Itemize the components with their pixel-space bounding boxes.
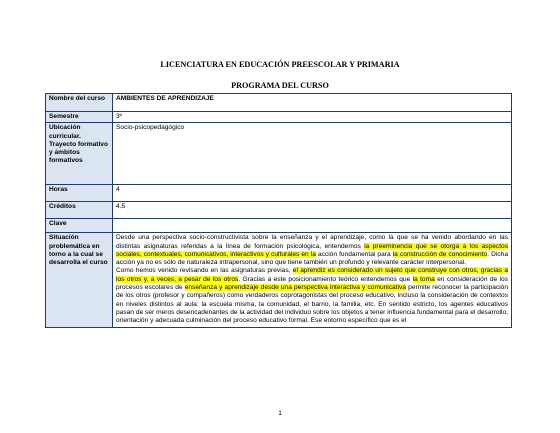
highlighted-text: la preeminencia que se otorga a los aspectos sociales, contextuales, comunicativos, interactivos y culturales en la: [116, 242, 508, 258]
table-row: [46, 185, 512, 202]
document-title: LICENCIATURA EN EDUCACIÓN PREESCOLAR Y PRIMARIA: [160, 60, 400, 69]
row-value-ubicacion: Socio-psicopedagógico: [113, 123, 512, 185]
text-run: . Gracias a este posicionamiento teórico entendemos que: [238, 275, 413, 283]
situacion-paragraph-1: [116, 234, 508, 267]
row-label-creditos: Créditos: [46, 202, 113, 219]
row-label-clave: Clave: [46, 219, 113, 233]
row-value-situacion: [113, 233, 512, 327]
table-row: [46, 112, 512, 123]
row-value-nombre: AMBIENTES DE APRENDIZAJE: [113, 94, 512, 112]
table-row: [46, 123, 512, 185]
table-row: [46, 94, 512, 112]
document-subtitle: PROGRAMA DEL CURSO: [231, 81, 329, 90]
row-label-ubicacion: Ubicación curricular. Trayecto formativo y ámbitos formativos: [46, 123, 113, 185]
highlighted-text: la toma: [412, 275, 435, 283]
table-row: [46, 219, 512, 233]
row-label-nombre: Nombre del curso: [46, 94, 113, 112]
text-run: . Dicha acción ya no es sólo de naturaleza intrapersonal, sino que tiene también un profundo y relevante carácter interpersonal.: [116, 250, 508, 267]
highlighted-text: la construcción de conocimiento: [392, 250, 488, 258]
highlighted-text: el aprendiz es considerado un sujeto que construye con otros, gracias a los otros y, a veces, a pesar de los otros: [116, 267, 509, 283]
row-label-horas: Horas: [46, 185, 113, 202]
situacion-paragraph-2: [116, 267, 508, 325]
text-run: permite reconocer la participación de los otros (profesor y compañeros) como verdaderos coprotagonistas del proceso educativo, incluso la consideración de contextos en niveles distintos al aula: la escuela misma, la comunidad, el barrio, la familia, etc. En sentido estricto, los agentes educativos pasan de ser meros desencadenantes de la actividad del individuo sobre los objetos a tener influencia fundamental para el desarrollo, orientación y adecuada culminación del proceso educativo formal. Ese entorno específico que es el: [116, 284, 508, 325]
text-run: Desde una perspectiva socio-constructivista sobre la enseñanza y el aprendizaje, como la que se ha venido abordando en las distintas asignaturas referidas a la línea de formación psicológica, entendemos: [116, 234, 508, 250]
page-number: 1: [278, 410, 282, 417]
row-value-horas: 4: [113, 185, 512, 202]
row-value-clave: [113, 219, 512, 233]
highlighted-text: enseñanza y aprendizaje desde una perspectiva interactiva y comunicativa: [184, 284, 406, 292]
table-row: [46, 202, 512, 219]
table-row: [46, 233, 512, 327]
row-label-semestre: Semestre: [46, 112, 113, 123]
text-run: Como hemos venido revisando en las asignaturas previas,: [116, 267, 293, 275]
text-run: acción fundamental para: [315, 250, 393, 258]
text-run: en consideración de los procesos escolares de: [116, 275, 508, 292]
row-value-creditos: 4.5: [113, 202, 512, 219]
row-value-semestre: 3º: [113, 112, 512, 123]
course-info-table: [45, 93, 512, 328]
row-label-situacion: Situación problemática en torno a la cual se desarrolla el curso: [46, 233, 113, 327]
